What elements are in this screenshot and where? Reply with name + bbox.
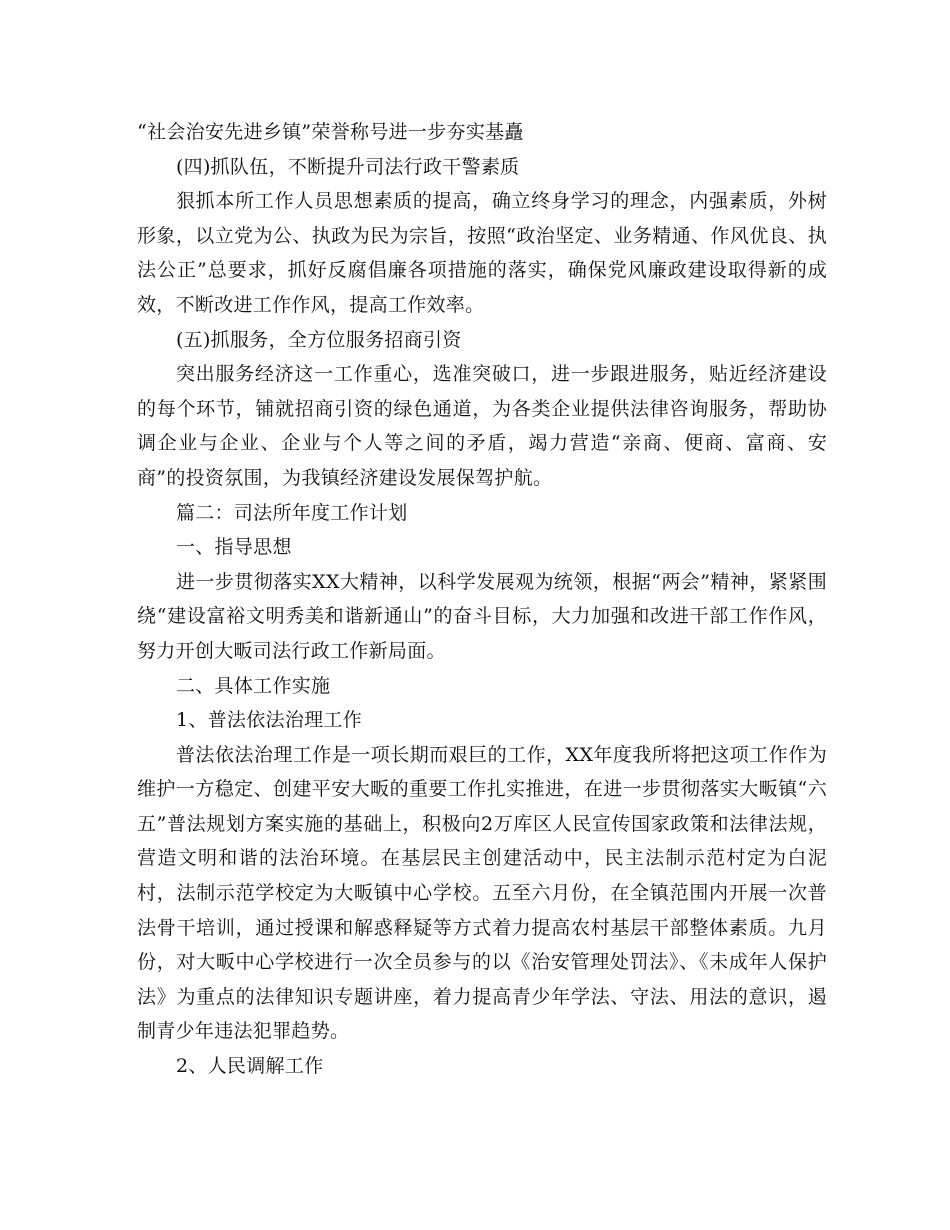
- article-title-part-two: 篇二：司法所年度工作计划: [175, 501, 408, 524]
- paragraph-service: 突出服务经济这一工作重心，选准突破口，进一步跟进服务，贴近经济建设的每个环节，铺就招商引资的绿色通道，为各类企业提供法律咨询服务，帮助协调企业与企业、企业与个人等之间的矛盾，竭力营造“亲商、便商、富商、安商”的投资氛围，为我镇经济建设发展保驾护航。: [137, 363, 827, 489]
- paragraph-team: 狠抓本所工作人员思想素质的提高，确立终身学习的理念，内强素质，外树形象，以立党为公、执政为民为宗旨，按照“政治坚定、业务精通、作风优良、执法公正”总要求，抓好反腐倡廉各项措施的落实，确保党风廉政建设取得新的成效，不断改进工作作风，提高工作效率。: [137, 190, 827, 316]
- paragraph-guiding-thought: 进一步贯彻落实XX大精神，以科学发展观为统领，根据“两会”精神，紧紧围绕“建设富裕文明秀美和谐新通山”的奋斗目标，大力加强和改进干部工作作风，努力开创大畈司法行政工作新局面。: [137, 570, 827, 662]
- section-heading-team: (四)抓队伍，不断提升司法行政干警素质: [175, 155, 520, 178]
- document-body: [137, 115, 827, 1084]
- section-heading-implementation: 二、具体工作实施: [175, 674, 331, 697]
- paragraph-continued: “社会治安先进乡镇”荣誉称号进一步夯实基矗: [137, 121, 524, 143]
- section-heading-service: (五)抓服务，全方位服务招商引资: [175, 328, 462, 351]
- subsection-heading-legal-education: 1、普法依法治理工作: [175, 709, 363, 732]
- section-heading-guiding-thought: 一、指导思想: [175, 536, 292, 559]
- paragraph-legal-education: 普法依法治理工作是一项长期而艰巨的工作，XX年度我所将把这项工作作为维护一方稳定、创建平安大畈的重要工作扎实推进，在进一步贯彻落实大畈镇“六五”普法规划方案实施的基础上，积极向2万库区人民宣传国家政策和法律法规，营造文明和谐的法治环境。在基层民主创建活动中，民主法制示范村定为白泥村，法制示范学校定为大畈镇中心学校。五至六月份，在全镇范围内开展一次普法骨干培训，通过授课和解惑释疑等方式着力提高农村基层干部整体素质。九月份，对大畈中心学校进行一次全员参与的以《治安管理处罚法》、《未成年人保护法》为重点的法律知识专题讲座，着力提高青少年学法、守法、用法的意识，遏制青少年违法犯罪趋势。: [137, 743, 827, 1043]
- subsection-heading-mediation: 2、人民调解工作: [175, 1055, 324, 1078]
